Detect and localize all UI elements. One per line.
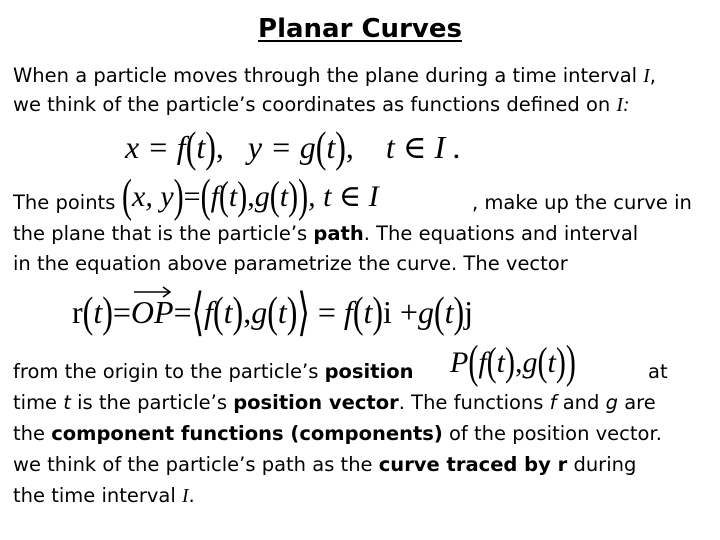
text: the plane that is the particle’s (13, 222, 314, 245)
text: . (188, 484, 195, 507)
bold-position-vector: position vector (233, 391, 399, 414)
bold-component-functions: component functions (components) (51, 422, 443, 445)
eq-t: t (547, 346, 556, 379)
eq-f: f (478, 346, 487, 379)
eq-t: t (223, 294, 233, 330)
eq-g: g (254, 180, 270, 213)
text: from the origin to the particle’s (13, 360, 325, 383)
para2-line2 (13, 222, 638, 246)
eq-j: j (464, 294, 474, 330)
text: the time interval (13, 484, 182, 507)
eq-t: t (277, 294, 287, 330)
eq-r: r (72, 294, 83, 330)
eq-comma: , (515, 346, 523, 379)
text: time (13, 391, 64, 414)
eq-comma: , (247, 180, 255, 213)
eq-f: f (204, 294, 213, 330)
para3-line4 (13, 453, 636, 477)
text: the (13, 422, 52, 445)
para3-line3 (13, 422, 662, 446)
equation-parametric: x = f(t), y = g(t), t ∈ I . (125, 122, 462, 172)
para3-line1-a (13, 360, 414, 384)
eq-t: t (363, 294, 373, 330)
bold-path: path (313, 222, 364, 245)
bold-position: position (324, 360, 414, 383)
para3-line1-b (648, 360, 668, 384)
eq-x: x = f (125, 129, 186, 165)
eq-equals: = (112, 294, 131, 330)
eq-g: g (522, 346, 538, 379)
eq-comma: , (345, 129, 354, 165)
para2-line1-b (472, 191, 692, 215)
text: When a particle moves through the plane during a time interval (13, 64, 644, 87)
para1-line1 (13, 64, 656, 89)
vector-arrow-icon (133, 284, 173, 298)
var-I: I: (616, 95, 630, 116)
var-I: I (182, 486, 189, 507)
bold-curve-traced: curve traced by r (378, 453, 568, 476)
eq-equals: = (183, 180, 201, 213)
text: , (649, 64, 656, 87)
eq-equals: = (173, 294, 192, 330)
text: . The equations and interval (363, 222, 639, 245)
page-title: Planar Curves (258, 14, 462, 44)
eq-t: t (93, 294, 103, 330)
text: , make up the curve in (472, 191, 692, 214)
text: is the particle’s (70, 391, 234, 414)
eq-P: P (450, 346, 469, 379)
eq-t: t (279, 180, 289, 213)
text: in the equation above parametrize the curve. The vector (13, 252, 568, 275)
text: we think of the particle’s coordinates as functions defined on (13, 93, 617, 116)
eq-f: f (210, 180, 219, 213)
text: The points (13, 191, 116, 214)
equation-vector: r(t)= OP=⟨f(t),g(t)⟩ = f(t)i +g(t)j (72, 283, 474, 341)
var-I: I (643, 66, 650, 87)
eq-g: g (251, 294, 268, 330)
text: at (648, 360, 668, 383)
text: during (567, 453, 637, 476)
text: are (618, 391, 656, 414)
eq-t: t (326, 129, 336, 165)
var-g: g (605, 391, 619, 414)
para3-line2 (13, 391, 656, 415)
eq-y: y = g (247, 129, 316, 165)
para1-line2 (13, 93, 629, 118)
eq-t: t (196, 129, 206, 165)
eq-op-vector (131, 294, 174, 331)
eq-i: i + (383, 294, 418, 330)
eq-t: t (496, 346, 506, 379)
para3-line5 (13, 484, 195, 509)
eq-xy: x, y (132, 180, 174, 213)
eq-g: g (417, 294, 434, 330)
eq-t: t (228, 180, 238, 213)
eq-comma: , (243, 294, 252, 330)
text: . The functions (398, 391, 550, 414)
text: of the position vector. (442, 422, 662, 445)
eq-f: f (343, 294, 353, 330)
text: and (556, 391, 606, 414)
equation-position-point: P(f(t),g(t)) (450, 336, 576, 388)
text: we think of the particle’s path as the (13, 453, 379, 476)
para2-line1-a (13, 191, 115, 215)
eq-t: t (444, 294, 454, 330)
eq-t-in-I: t ∈ I . (385, 129, 462, 165)
eq-op: OP (130, 294, 174, 330)
eq-tail: , t ∈ I (308, 180, 379, 213)
var-t: t (63, 391, 71, 414)
eq-comma: , (215, 129, 224, 165)
equation-points: (x, y)=(f(t),g(t)), t ∈ I (122, 170, 379, 222)
var-f: f (549, 391, 557, 414)
para2-line3 (13, 252, 568, 276)
eq-equals: = (317, 294, 336, 330)
